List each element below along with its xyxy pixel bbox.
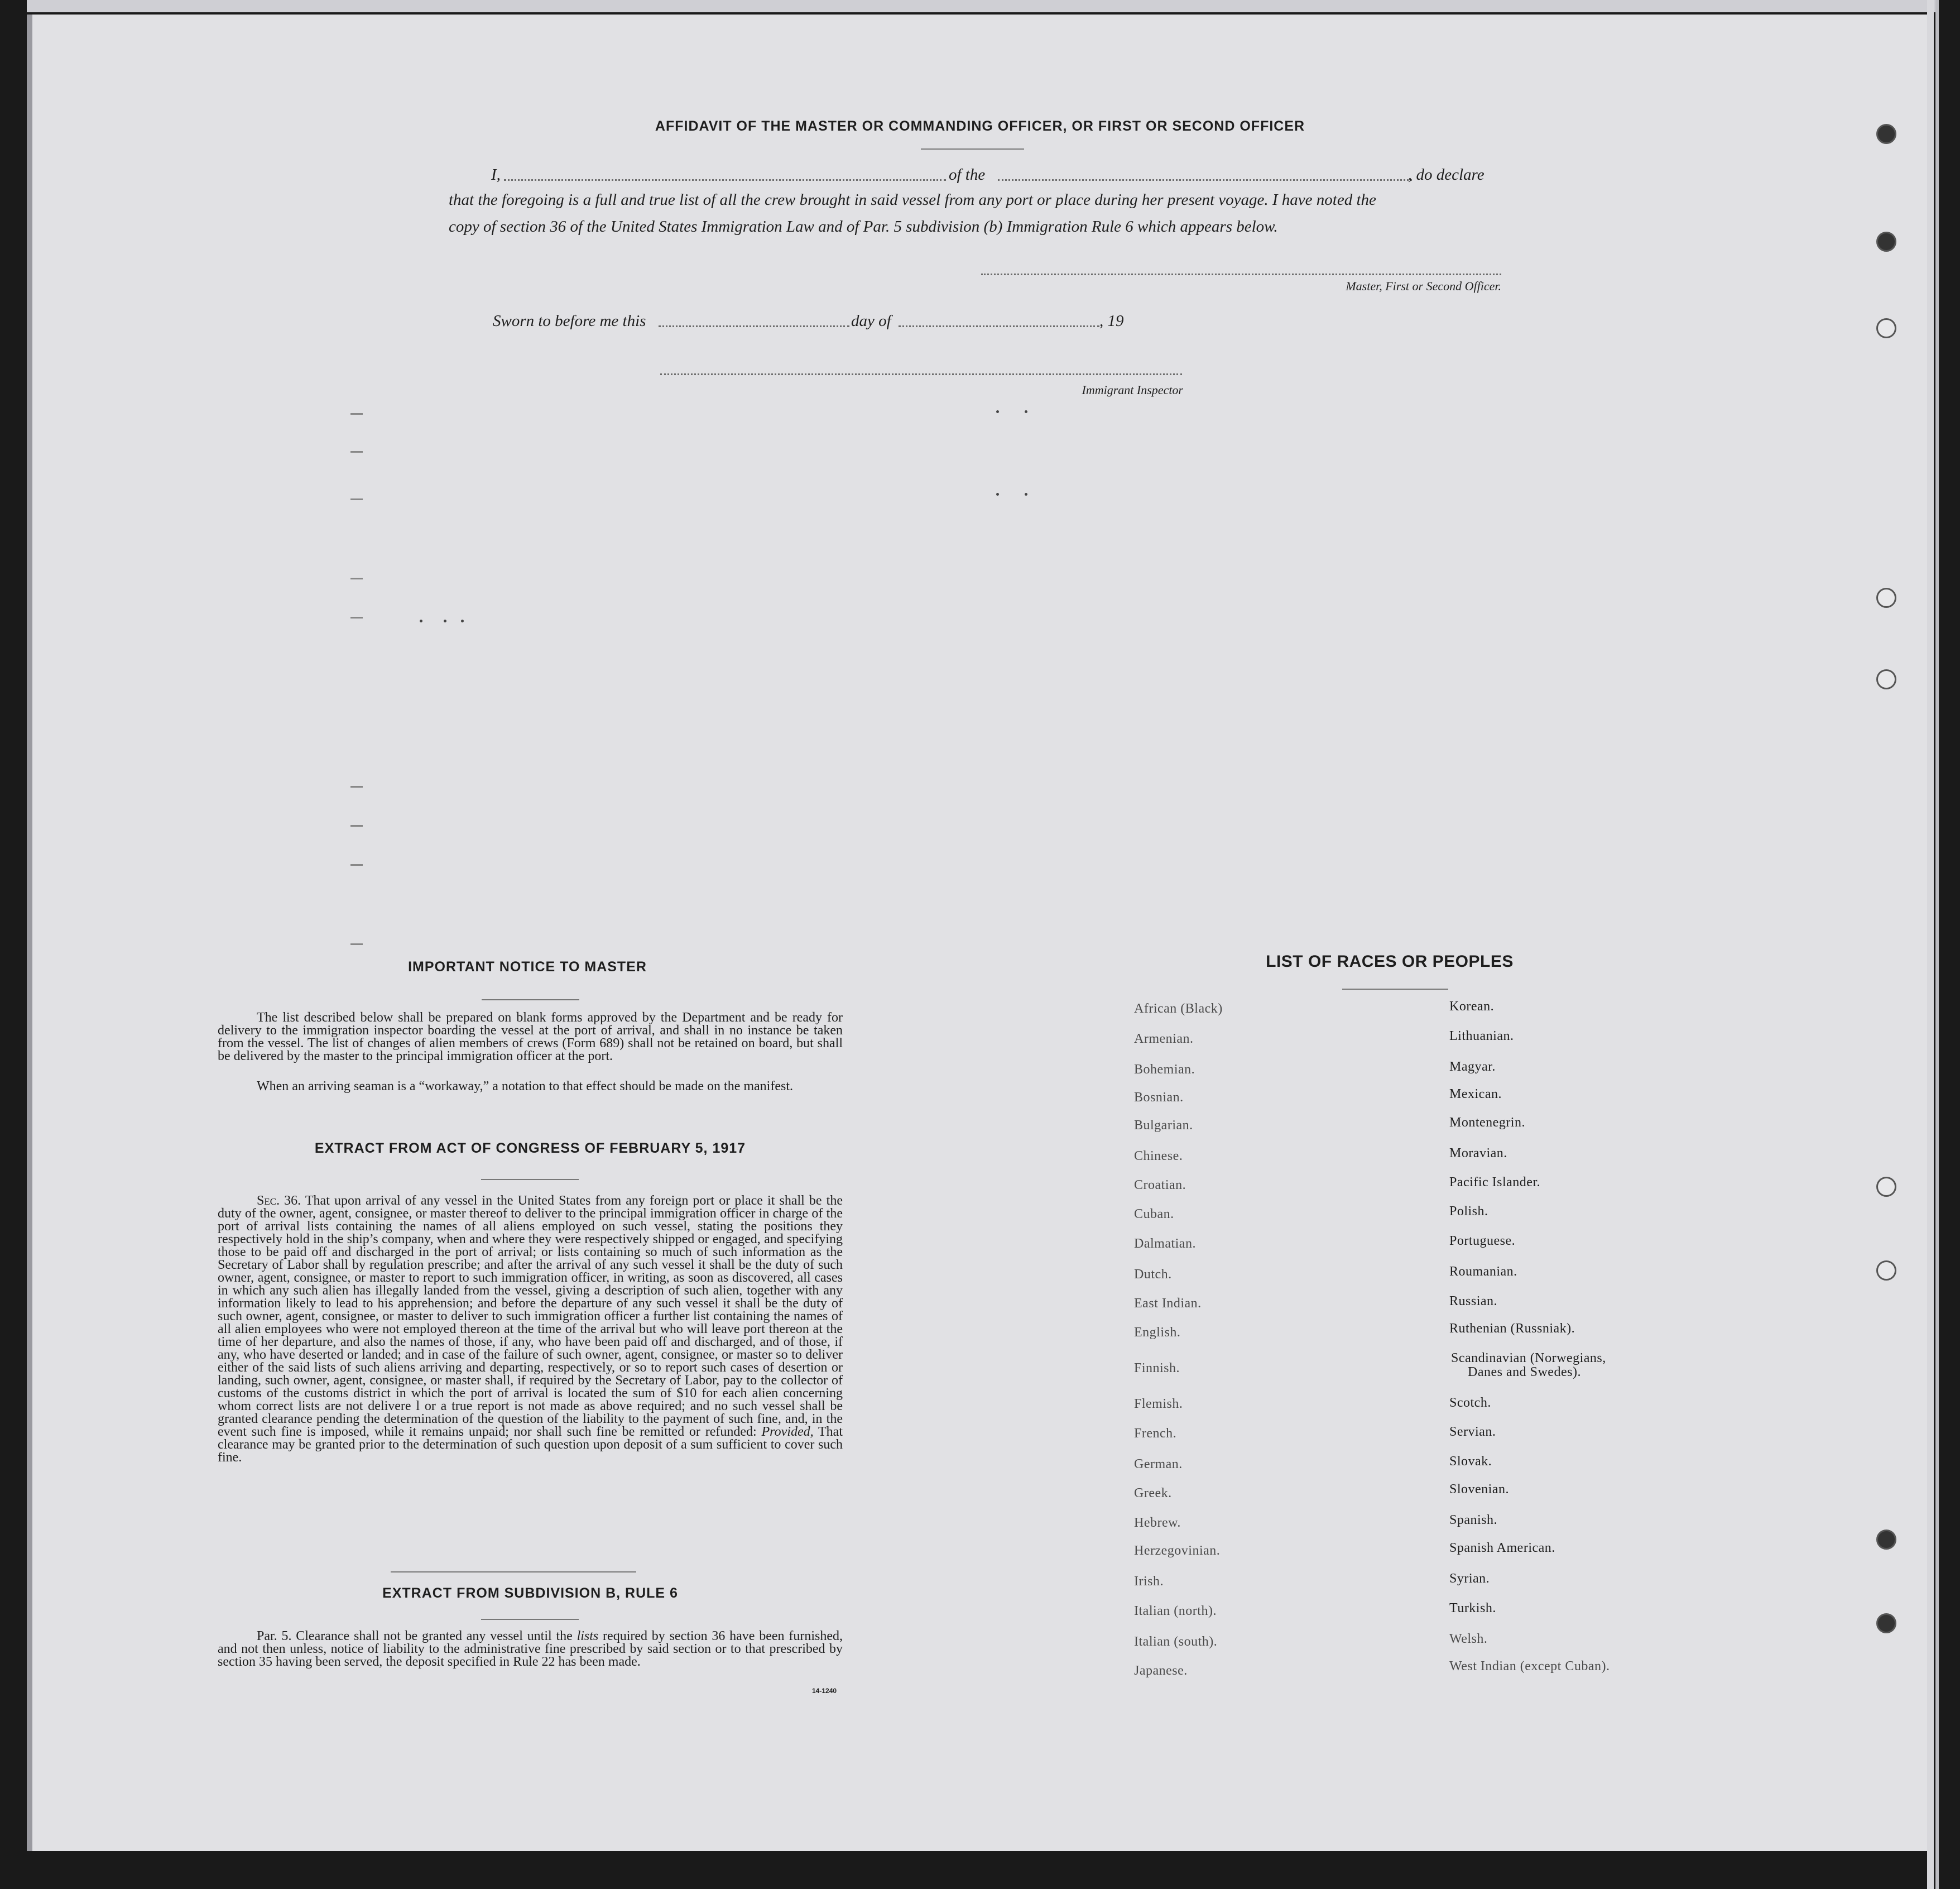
- race-item: Hebrew.: [1134, 1516, 1181, 1530]
- margin-tick: [350, 413, 363, 415]
- sworn-day-field[interactable]: [659, 325, 849, 327]
- margin-tick: [350, 825, 363, 827]
- inspector-label: Immigrant Inspector: [1082, 383, 1183, 397]
- race-item: Spanish American.: [1449, 1541, 1555, 1555]
- binder-hole-icon: [1876, 1177, 1896, 1197]
- sworn-prefix: Sworn to before me this: [493, 312, 646, 330]
- race-item: Dalmatian.: [1134, 1236, 1196, 1251]
- speck: [461, 620, 464, 622]
- act-text: [218, 1195, 843, 1464]
- binder-hole-icon: [1876, 1530, 1896, 1550]
- master-signature-label: Master, First or Second Officer.: [1346, 279, 1501, 293]
- race-item: Scotch.: [1449, 1396, 1491, 1410]
- race-item: Finnish.: [1134, 1361, 1180, 1375]
- race-item: Korean.: [1449, 999, 1495, 1014]
- title-rule: [921, 148, 1024, 150]
- rule-rule: [481, 1619, 579, 1620]
- affidavit-line3: copy of section 36 of the United States Immigration Law and of Par. 5 subdivision (b) Immigration Rule 6 which appears below.: [449, 218, 1278, 236]
- margin-tick: [350, 786, 363, 788]
- rule-text-b: required by section 36 have been furnished, and not then unless, notice of liability to the administrative fine prescribed by said section or to that prescribed by section 35 having been served, the deposit specified in Rule 22 has been made.: [218, 1629, 843, 1669]
- notice-title: IMPORTANT NOTICE TO MASTER: [408, 959, 647, 975]
- race-item: Montenegrin.: [1449, 1115, 1525, 1130]
- margin-tick: [350, 578, 363, 579]
- speck: [1025, 410, 1027, 413]
- race-item: Danes and Swedes).: [1468, 1365, 1581, 1379]
- race-item: Slovenian.: [1449, 1482, 1509, 1497]
- margin-tick: [350, 451, 363, 453]
- sheet-top-edge: [27, 0, 1935, 12]
- affidavit-i: I,: [491, 166, 501, 184]
- rule-text: [218, 1630, 843, 1669]
- race-item: Slovak.: [1449, 1454, 1492, 1469]
- act-text-a: That upon arrival of any vessel in the United States from any foreign port or place it shall be the duty of the owner, agent, consignee, or master thereof to deliver to the principal immigration officer in charge of the port of arrival lists containing the names of all aliens employed on such vessel, stating the positions they respectively hold in the ship’s company, when and where they were respectively shipped or engaged, and specifying those to be paid off and discharged in the port of arrival; or lists containing so much of such information as the Secretary of Labor shall by regulation prescribe; and after the arrival of any such vessel it shall be the duty of such owner, agent, consignee, or master to report to such immigration officer, in writing, as soon as discovered, all cases in which any such alien has illegally landed from the vessel, giving a description of such alien, together with any information likely to lead to his apprehension; and before the departure of any such vessel it shall be the duty of such owner, agent, consignee, or master to deliver to such immigration officer a further list containing the names of all alien employees who were not employed thereon at the time of the arrival but who will leave port thereon at the time of her departure, and also the names of those, if any, who have been paid off and discharged, and of those, if any, who have deserted or landed; and in case of the failure of such owner, agent, consignee, or master so to deliver either of the said lists of such aliens arriving and departing, respectively, or so to report such cases of desertion or landing, such owner, agent, consignee, or master shall, if required by the Secretary of Labor, pay to the collector of customs of the customs district in which the port of arrival is located the sum of $10 for each alien concerning whom correct lists are not delivere l or a true report is not made as above required; and no such vessel shall be granted clearance pending the determination of the question of the liability to the payment of such fine, and, in the event such fine is imposed, while it remains unpaid; nor shall such fine be remitted or refunded:: [218, 1193, 843, 1439]
- race-item: Herzegovinian.: [1134, 1543, 1221, 1558]
- race-item: Croatian.: [1134, 1178, 1186, 1192]
- act-text-b: That clearance may be granted prior to the determination of such question upon deposit of a sum sufficient to cover such fine.: [218, 1425, 843, 1465]
- margin-tick: [350, 943, 363, 945]
- sworn-year: , 19: [1099, 312, 1124, 330]
- notice-para1: The list described below shall be prepared on blank forms approved by the Department and be ready for delivery to the immigration inspector boarding the vessel at the port of arrival, and shall in no instance be taken from the vessel. The list of changes of alien members of crews (Form 689) shall not be retained on board, but shall be delivered by the master to the principal immigration officer at the port.: [218, 1010, 843, 1063]
- rule-text-a: Par. 5. Clearance shall not be granted any vessel until the: [257, 1629, 573, 1643]
- race-item: Moravian.: [1449, 1146, 1507, 1161]
- race-item: African (Black): [1134, 1001, 1223, 1016]
- race-item: Mexican.: [1449, 1087, 1502, 1101]
- sheet-right-edge: [1927, 0, 1934, 1889]
- speck: [444, 620, 446, 622]
- act-provided: Provided,: [761, 1425, 814, 1439]
- races-title: LIST OF RACES OR PEOPLES: [1266, 952, 1514, 971]
- races-rule: [1342, 989, 1448, 990]
- name-field[interactable]: [504, 179, 946, 181]
- vessel-field[interactable]: [998, 179, 1412, 181]
- race-item: Irish.: [1134, 1574, 1164, 1589]
- margin-tick: [350, 498, 363, 500]
- margin-tick: [350, 864, 363, 866]
- race-item: Spanish.: [1449, 1513, 1498, 1527]
- binder-hole-icon: [1876, 232, 1896, 252]
- act-title: EXTRACT FROM ACT OF CONGRESS OF FEBRUARY 5, 1917: [314, 1140, 746, 1156]
- notice-para2: When an arriving seaman is a “workaway,” a notation to that effect should be made on the manifest.: [257, 1079, 793, 1094]
- race-item: Greek.: [1134, 1486, 1172, 1500]
- race-item: Pacific Islander.: [1449, 1175, 1541, 1190]
- race-item: Magyar.: [1449, 1059, 1496, 1074]
- affidavit-title: AFFIDAVIT OF THE MASTER OR COMMANDING OFFICER, OR FIRST OR SECOND OFFICER: [655, 118, 1305, 134]
- affidavit-of-the: of the: [949, 166, 986, 184]
- race-item: Italian (south).: [1134, 1634, 1218, 1649]
- race-item: Syrian.: [1449, 1571, 1490, 1586]
- race-item: East Indian.: [1134, 1296, 1202, 1311]
- binder-hole-icon: [1876, 318, 1896, 338]
- sworn-month-field[interactable]: [899, 325, 1099, 327]
- binder-hole-icon: [1876, 1260, 1896, 1281]
- race-item: Servian.: [1449, 1425, 1496, 1439]
- race-item: West Indian (except Cuban).: [1449, 1659, 1610, 1674]
- affidavit-line2: that the foregoing is a full and true list of all the crew brought in said vessel from any port or place during her present voyage. I have noted the: [449, 191, 1376, 209]
- race-item: Cuban.: [1134, 1207, 1174, 1221]
- race-item: Japanese.: [1134, 1663, 1188, 1678]
- speck: [996, 410, 999, 413]
- race-item: Roumanian.: [1449, 1264, 1517, 1279]
- race-item: Bohemian.: [1134, 1062, 1195, 1077]
- race-item: Ruthenian (Russniak).: [1449, 1321, 1575, 1336]
- rule-lists-word: lists: [577, 1629, 599, 1643]
- rule-title: EXTRACT FROM SUBDIVISION B, RULE 6: [382, 1585, 678, 1601]
- sworn-day-of: day of: [851, 312, 891, 330]
- race-item: German.: [1134, 1457, 1183, 1471]
- inspector-signature-field[interactable]: [660, 373, 1182, 375]
- race-item: Dutch.: [1134, 1267, 1172, 1282]
- margin-tick: [350, 617, 363, 619]
- race-item: Flemish.: [1134, 1397, 1183, 1411]
- race-item: Scandinavian (Norwegians,: [1451, 1351, 1606, 1365]
- speck: [420, 620, 422, 622]
- speck: [996, 493, 999, 496]
- act-rule: [481, 1179, 579, 1180]
- race-item: Bulgarian.: [1134, 1118, 1193, 1133]
- race-item: Portuguese.: [1449, 1234, 1516, 1248]
- form-number: 14-1240: [812, 1687, 837, 1695]
- binder-hole-icon: [1876, 669, 1896, 689]
- race-item: English.: [1134, 1325, 1181, 1340]
- binder-hole-icon: [1876, 588, 1896, 608]
- race-item: Bosnian.: [1134, 1090, 1184, 1105]
- notice-rule: [482, 999, 579, 1000]
- race-item: Russian.: [1449, 1294, 1498, 1308]
- affidavit-declare: , do declare: [1408, 166, 1485, 184]
- race-item: Lithuanian.: [1449, 1029, 1514, 1043]
- race-item: Armenian.: [1134, 1032, 1194, 1046]
- act-sec-label: Sec. 36.: [257, 1193, 301, 1208]
- race-item: Chinese.: [1134, 1149, 1183, 1163]
- race-item: Polish.: [1449, 1204, 1488, 1219]
- binder-hole-icon: [1876, 1613, 1896, 1633]
- speck: [1025, 493, 1027, 496]
- race-item: Turkish.: [1449, 1601, 1496, 1615]
- act-end-rule: [391, 1571, 636, 1572]
- race-item: Welsh.: [1449, 1632, 1488, 1646]
- race-item: French.: [1134, 1426, 1177, 1441]
- binder-edge: [1935, 0, 1939, 1889]
- race-item: Italian (north).: [1134, 1604, 1217, 1618]
